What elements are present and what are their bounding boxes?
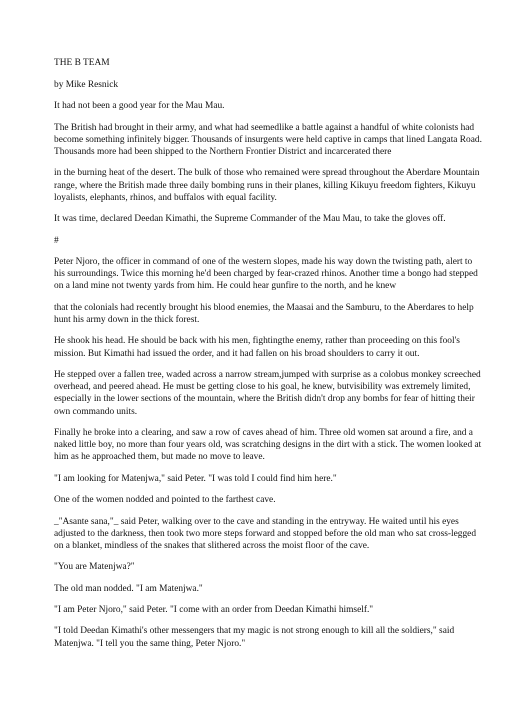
- paragraph: It was time, declared Deedan Kimathi, the Supreme Commander of the Mau Mau, to take the gloves off.: [54, 214, 446, 225]
- paragraph: He stepped over a fallen tree, waded across a narrow stream,jumped with surprise as a colobus monkey screeched overhead, and peered ahead. He must be getting close to his goal, he knew, butvisibility was extremely limited, especially in the lower sections of the mountain, where the British didn't drop any bombs for fear of hitting their own commando units.: [54, 369, 481, 417]
- paragraph: that the colonials had recently brought his blood enemies, the Maasai and the Samburu, to the Aberdares to help hunt his army down in the thick forest.: [54, 302, 474, 325]
- paragraph: "I am looking for Matenjwa," said Peter. "I was told I could find him here.": [54, 473, 337, 484]
- paragraph: The British had brought in their army, and what had seemedlike a battle against a handful of white colonists had become something infinitely bigger. Thousands of insurgents were held captive in camps that lined Langata Road. Thousands more had been shipped to the Northern Frontier District and incarcerated there: [54, 122, 482, 157]
- paragraph: One of the women nodded and pointed to the farthest cave.: [54, 495, 276, 506]
- paragraph: It had not been a good year for the Mau Mau.: [54, 101, 225, 112]
- paragraph: Peter Njoro, the officer in command of one of the western slopes, made his way down the twisting path, alert to his surroundings. Twice this morning he'd been charged by fear-crazed rhinos. Another time a bongo had stepped on a land mine not twenty yards from him. He could hear gunfire to the north, and he knew: [54, 256, 478, 292]
- section-break: #: [54, 235, 59, 246]
- paragraph: Finally he broke into a clearing, and saw a row of caves ahead of him. Three old women sat around a fire, and a naked little boy, no more than four years old, was scratching designs in the dirt with a stick. The women looked at him as he approached them, but made no move to leave.: [54, 427, 482, 463]
- paragraph: "You are Matenjwa?": [54, 562, 135, 573]
- paragraph: "I told Deedan Kimathi's other messengers that my magic is not strong enough to kill all the soldiers," said Matenjwa. "I tell you the same thing, Peter Njoro.": [54, 626, 455, 649]
- paragraph: _"Asante sana,"_ said Peter, walking over to the cave and standing in the entryway. He waited until his eyes adjusted to the darkness, then took two more steps forward and stopped before the old man who sat cross-legged on a blanket, mindless of the snakes that slithered across the moist floor of the cave.: [54, 516, 477, 551]
- paragraph: The old man nodded. "I am Matenjwa.": [54, 583, 203, 594]
- story-title: THE B TEAM: [54, 58, 110, 68]
- paragraph: in the burning heat of the desert. The bulk of those who remained were spread throughout the Aberdare Mountain range, where the British made three daily bombing runs in their planes, killing Kikuyu freedom fighters, Kikuyu loyalists, elephants, rhinos, and buffalos with equal facility.: [54, 168, 480, 203]
- byline: by Mike Resnick: [54, 79, 119, 90]
- paragraph: He shook his head. He should be back with his men, fightingthe enemy, rather than proceeding on this fool's mission. But Kimathi had issued the order, and it had fallen on his broad shoulders to carry it out.: [54, 336, 460, 359]
- paragraph: "I am Peter Njoro," said Peter. "I come with an order from Deedan Kimathi himself.": [54, 605, 374, 616]
